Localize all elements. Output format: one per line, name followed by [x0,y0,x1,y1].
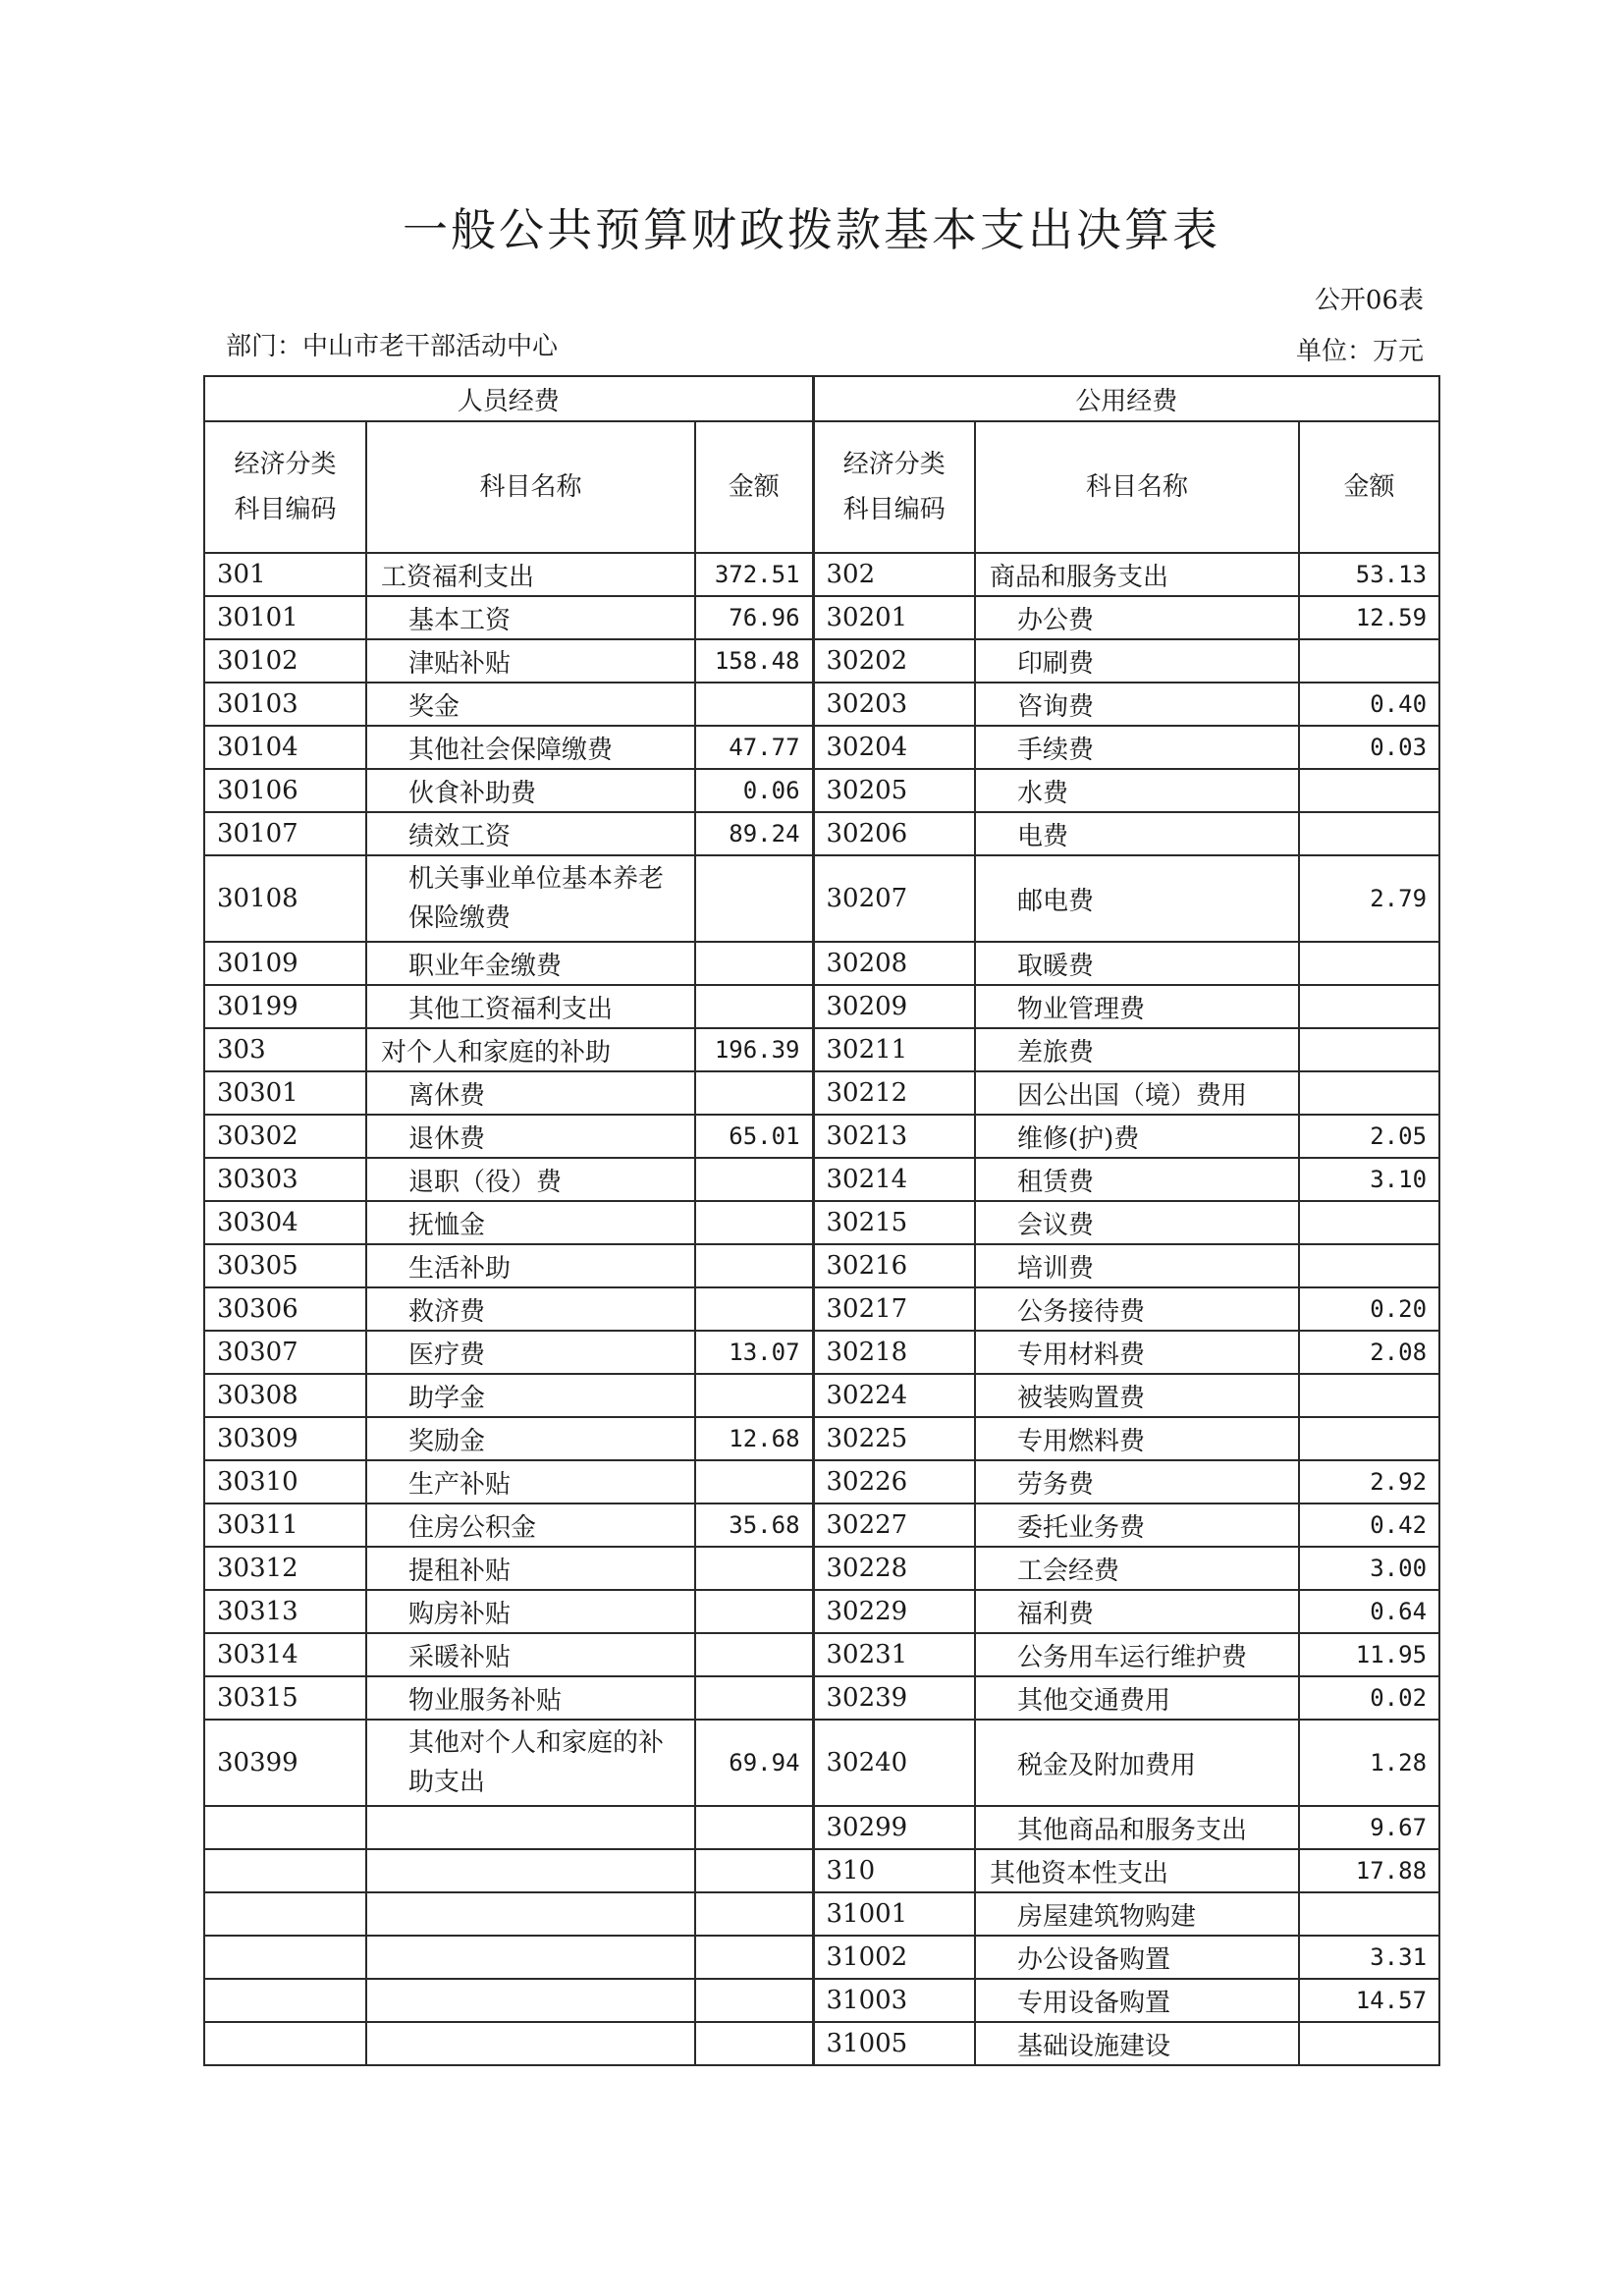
left-name-cell: 对个人和家庭的补助 [366,1028,695,1071]
left-amount-header: 金额 [695,421,813,553]
left-code-cell: 30303 [204,1158,366,1201]
left-code-cell: 30304 [204,1201,366,1244]
right-code-cell: 30226 [813,1460,975,1503]
left-amount-cell: 69.94 [695,1720,813,1806]
right-code-cell: 31002 [813,1936,975,1979]
right-amount-cell [1299,1892,1439,1936]
right-name-cell: 印刷费 [975,639,1299,683]
left-name-cell: 伙食补助费 [366,769,695,812]
left-name-cell: 救济费 [366,1287,695,1331]
right-amount-cell [1299,942,1439,985]
left-amount-cell: 13.07 [695,1331,813,1374]
table-row [204,1590,1439,1633]
right-amount-cell: 2.08 [1299,1331,1439,1374]
left-code-cell: 30310 [204,1460,366,1503]
right-code-cell: 30299 [813,1806,975,1849]
right-amount-cell [1299,1201,1439,1244]
left-amount-cell: 89.24 [695,812,813,855]
right-amount-cell [1299,812,1439,855]
table-row [204,639,1439,683]
right-code-cell: 30227 [813,1503,975,1547]
right-code-cell: 30203 [813,683,975,726]
right-amount-cell [1299,1071,1439,1115]
left-name-cell: 物业服务补贴 [366,1676,695,1720]
form-number: 公开06表 [1314,286,1424,315]
right-name-cell: 其他商品和服务支出 [975,1806,1299,1849]
left-amount-cell: 158.48 [695,639,813,683]
table-row [204,1287,1439,1331]
right-amount-cell: 9.67 [1299,1806,1439,1849]
table-row [204,553,1439,596]
right-code-cell: 30205 [813,769,975,812]
left-name-cell: 津贴补贴 [366,639,695,683]
left-amount-cell [695,1460,813,1503]
left-name-cell: 抚恤金 [366,1201,695,1244]
public-expense-header: 公用经费 [813,376,1439,421]
left-name-cell: 奖励金 [366,1417,695,1460]
right-amount-cell: 0.42 [1299,1503,1439,1547]
left-code-header: 经济分类 科目编码 [204,421,366,553]
left-name-cell [366,1849,695,1892]
right-code-cell: 30229 [813,1590,975,1633]
left-amount-cell [695,1547,813,1590]
table-row [204,1849,1439,1892]
table-row [204,1028,1439,1071]
table-row [204,1201,1439,1244]
right-name-cell: 基础设施建设 [975,2022,1299,2065]
left-name-header: 科目名称 [366,421,695,553]
right-code-cell: 31001 [813,1892,975,1936]
table-row [204,769,1439,812]
left-code-cell: 30311 [204,1503,366,1547]
right-name-cell: 手续费 [975,726,1299,769]
right-amount-cell: 2.92 [1299,1460,1439,1503]
right-code-cell: 30239 [813,1676,975,1720]
left-amount-cell [695,683,813,726]
left-amount-cell [695,1676,813,1720]
right-code-cell: 30212 [813,1071,975,1115]
left-code-cell [204,1892,366,1936]
left-amount-cell [695,1633,813,1676]
left-code-cell: 30109 [204,942,366,985]
personnel-expense-header: 人员经费 [204,376,813,421]
right-name-cell: 被装购置费 [975,1374,1299,1417]
right-code-cell: 30211 [813,1028,975,1071]
expenditure-table [203,375,1440,2066]
right-amount-cell: 14.57 [1299,1979,1439,2022]
left-code-cell: 30305 [204,1244,366,1287]
left-name-cell: 退休费 [366,1115,695,1158]
right-name-cell: 水费 [975,769,1299,812]
table-row [204,1547,1439,1590]
left-amount-cell [695,1071,813,1115]
right-amount-header: 金额 [1299,421,1439,553]
left-code-cell: 30399 [204,1720,366,1806]
right-name-cell: 商品和服务支出 [975,553,1299,596]
right-amount-cell: 12.59 [1299,596,1439,639]
left-code-cell: 30312 [204,1547,366,1590]
table-row [204,942,1439,985]
left-amount-cell: 0.06 [695,769,813,812]
table-row [204,1979,1439,2022]
table-row [204,1244,1439,1287]
right-name-cell: 培训费 [975,1244,1299,1287]
left-name-cell: 生产补贴 [366,1460,695,1503]
right-amount-cell: 1.28 [1299,1720,1439,1806]
right-name-cell: 办公费 [975,596,1299,639]
left-amount-cell: 76.96 [695,596,813,639]
right-name-cell: 专用材料费 [975,1331,1299,1374]
right-name-cell: 其他资本性支出 [975,1849,1299,1892]
right-amount-cell: 0.40 [1299,683,1439,726]
right-name-cell: 公务用车运行维护费 [975,1633,1299,1676]
table-row [204,726,1439,769]
left-amount-cell [695,1936,813,1979]
table-row [204,855,1439,942]
right-amount-cell: 17.88 [1299,1849,1439,1892]
right-name-cell: 福利费 [975,1590,1299,1633]
table-row [204,1115,1439,1158]
right-code-cell: 30201 [813,596,975,639]
left-amount-cell [695,1806,813,1849]
left-code-cell [204,1936,366,1979]
right-name-cell: 租赁费 [975,1158,1299,1201]
table-row [204,1460,1439,1503]
left-code-cell [204,1806,366,1849]
right-name-cell: 办公设备购置 [975,1936,1299,1979]
right-name-cell: 房屋建筑物购建 [975,1892,1299,1936]
left-name-cell [366,1936,695,1979]
right-code-cell: 30214 [813,1158,975,1201]
right-code-cell: 30204 [813,726,975,769]
left-name-cell: 其他社会保障缴费 [366,726,695,769]
left-amount-cell: 65.01 [695,1115,813,1158]
table-row [204,1417,1439,1460]
left-amount-cell: 35.68 [695,1503,813,1547]
left-name-cell: 购房补贴 [366,1590,695,1633]
right-name-cell: 专用设备购置 [975,1979,1299,2022]
left-code-cell: 30306 [204,1287,366,1331]
left-amount-cell: 12.68 [695,1417,813,1460]
right-amount-cell: 3.31 [1299,1936,1439,1979]
table-row [204,1676,1439,1720]
table-row [204,812,1439,855]
left-amount-cell [695,1287,813,1331]
right-name-cell: 委托业务费 [975,1503,1299,1547]
table-body [204,553,1439,2065]
right-amount-cell [1299,639,1439,683]
right-amount-cell: 0.20 [1299,1287,1439,1331]
left-name-cell: 奖金 [366,683,695,726]
right-code-cell: 30240 [813,1720,975,1806]
table-row [204,2022,1439,2065]
left-code-cell: 303 [204,1028,366,1071]
page-title: 一般公共预算财政拨款基本支出决算表 [403,203,1220,256]
left-name-cell: 工资福利支出 [366,553,695,596]
table-row [204,1720,1439,1806]
left-code-cell [204,2022,366,2065]
right-code-cell: 30218 [813,1331,975,1374]
left-name-cell: 其他工资福利支出 [366,985,695,1028]
table-row [204,596,1439,639]
right-code-cell: 30216 [813,1244,975,1287]
left-amount-cell: 47.77 [695,726,813,769]
right-name-cell: 取暖费 [975,942,1299,985]
right-name-cell: 会议费 [975,1201,1299,1244]
right-code-cell: 30208 [813,942,975,985]
left-amount-cell [695,1892,813,1936]
table-row [204,683,1439,726]
left-code-cell: 30102 [204,639,366,683]
right-amount-cell [1299,1028,1439,1071]
left-code-cell: 30301 [204,1071,366,1115]
left-code-cell: 30108 [204,855,366,942]
left-name-cell [366,2022,695,2065]
left-code-cell: 30315 [204,1676,366,1720]
left-code-cell: 30199 [204,985,366,1028]
right-amount-cell [1299,1244,1439,1287]
right-code-cell: 30215 [813,1201,975,1244]
right-code-cell: 30217 [813,1287,975,1331]
left-code-cell: 30106 [204,769,366,812]
left-code-cell: 30107 [204,812,366,855]
left-code-cell: 30101 [204,596,366,639]
left-name-cell: 退职（役）费 [366,1158,695,1201]
left-amount-cell [695,855,813,942]
left-amount-cell [695,942,813,985]
right-name-cell: 维修(护)费 [975,1115,1299,1158]
table-row [204,985,1439,1028]
right-amount-cell [1299,1417,1439,1460]
right-amount-cell: 3.00 [1299,1547,1439,1590]
right-code-cell: 30228 [813,1547,975,1590]
department-label: 部门：中山市老干部活动中心 [226,332,559,361]
right-name-header: 科目名称 [975,421,1299,553]
left-name-cell: 住房公积金 [366,1503,695,1547]
left-amount-cell: 196.39 [695,1028,813,1071]
right-code-cell: 30207 [813,855,975,942]
right-code-cell: 310 [813,1849,975,1892]
table-row [204,1071,1439,1115]
left-name-cell [366,1806,695,1849]
table-row [204,1331,1439,1374]
left-code-cell: 30302 [204,1115,366,1158]
right-code-cell: 30209 [813,985,975,1028]
right-amount-cell: 2.05 [1299,1115,1439,1158]
right-amount-cell: 0.03 [1299,726,1439,769]
right-name-cell: 专用燃料费 [975,1417,1299,1460]
right-amount-cell: 53.13 [1299,553,1439,596]
right-name-cell: 公务接待费 [975,1287,1299,1331]
left-code-cell: 30309 [204,1417,366,1460]
left-name-cell: 其他对个人和家庭的补助支出 [366,1720,695,1806]
right-amount-cell: 3.10 [1299,1158,1439,1201]
unit-label: 单位：万元 [1295,337,1424,366]
left-name-cell [366,1979,695,2022]
right-amount-cell [1299,769,1439,812]
right-amount-cell: 11.95 [1299,1633,1439,1676]
table-row [204,1936,1439,1979]
right-code-cell: 30224 [813,1374,975,1417]
left-name-cell: 生活补助 [366,1244,695,1287]
left-amount-cell [695,1158,813,1201]
right-name-cell: 物业管理费 [975,985,1299,1028]
right-code-cell: 30202 [813,639,975,683]
right-amount-cell [1299,2022,1439,2065]
right-name-cell: 劳务费 [975,1460,1299,1503]
left-name-cell [366,1892,695,1936]
right-name-cell: 电费 [975,812,1299,855]
left-name-cell: 机关事业单位基本养老保险缴费 [366,855,695,942]
left-name-cell: 医疗费 [366,1331,695,1374]
table-row [204,1503,1439,1547]
left-code-cell: 301 [204,553,366,596]
left-code-cell: 30314 [204,1633,366,1676]
left-amount-cell [695,1201,813,1244]
left-name-cell: 绩效工资 [366,812,695,855]
left-amount-cell [695,2022,813,2065]
table-row [204,1374,1439,1417]
right-name-cell: 税金及附加费用 [975,1720,1299,1806]
right-name-cell: 其他交通费用 [975,1676,1299,1720]
left-amount-cell [695,1590,813,1633]
right-name-cell: 工会经费 [975,1547,1299,1590]
right-code-cell: 31003 [813,1979,975,2022]
left-amount-cell [695,985,813,1028]
right-name-cell: 邮电费 [975,855,1299,942]
table-row [204,1158,1439,1201]
right-name-cell: 咨询费 [975,683,1299,726]
left-code-cell: 30308 [204,1374,366,1417]
left-amount-cell: 372.51 [695,553,813,596]
left-name-cell: 基本工资 [366,596,695,639]
right-amount-cell: 0.64 [1299,1590,1439,1633]
left-code-cell: 30313 [204,1590,366,1633]
left-name-cell: 助学金 [366,1374,695,1417]
right-amount-cell [1299,985,1439,1028]
left-amount-cell [695,1374,813,1417]
right-amount-cell: 2.79 [1299,855,1439,942]
right-code-cell: 302 [813,553,975,596]
right-name-cell: 因公出国（境）费用 [975,1071,1299,1115]
table-row [204,1806,1439,1849]
left-code-cell [204,1979,366,2022]
left-name-cell: 提租补贴 [366,1547,695,1590]
left-code-cell: 30307 [204,1331,366,1374]
left-name-cell: 采暖补贴 [366,1633,695,1676]
table-row [204,1633,1439,1676]
right-code-header: 经济分类 科目编码 [813,421,975,553]
right-code-cell: 30225 [813,1417,975,1460]
right-amount-cell: 0.02 [1299,1676,1439,1720]
left-code-cell: 30103 [204,683,366,726]
right-code-cell: 30206 [813,812,975,855]
right-code-cell: 30213 [813,1115,975,1158]
left-amount-cell [695,1849,813,1892]
left-code-cell: 30104 [204,726,366,769]
right-name-cell: 差旅费 [975,1028,1299,1071]
left-amount-cell [695,1979,813,2022]
right-amount-cell [1299,1374,1439,1417]
left-name-cell: 离休费 [366,1071,695,1115]
left-code-cell [204,1849,366,1892]
left-amount-cell [695,1244,813,1287]
right-code-cell: 30231 [813,1633,975,1676]
left-name-cell: 职业年金缴费 [366,942,695,985]
right-code-cell: 31005 [813,2022,975,2065]
table-row [204,1892,1439,1936]
